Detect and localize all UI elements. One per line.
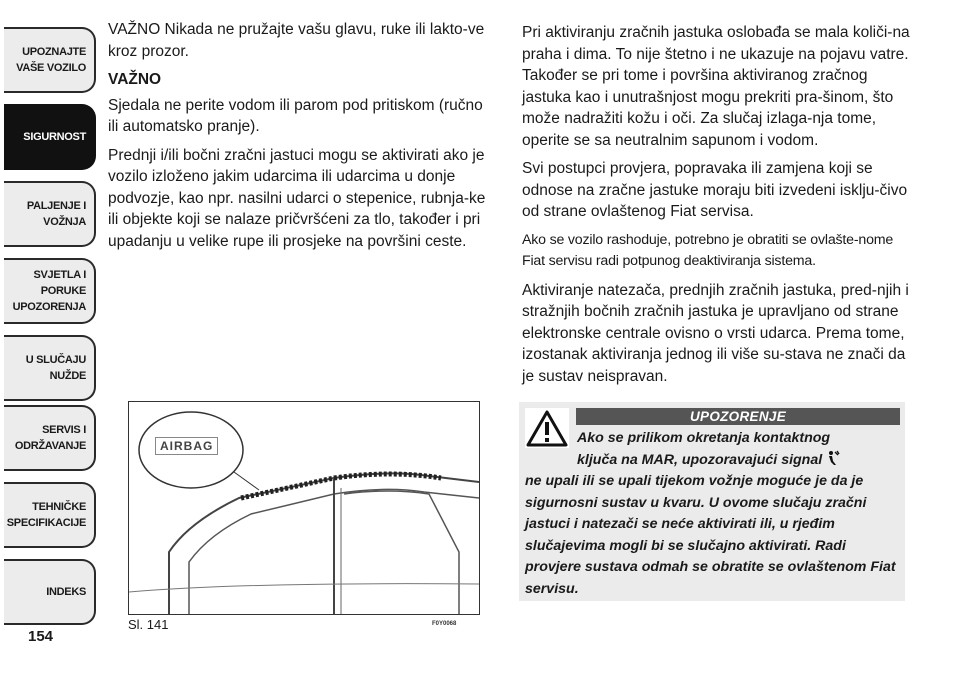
warning-title: UPOZORENJE (576, 408, 900, 425)
airbag-warning-light-icon (826, 450, 840, 466)
airbag-badge: AIRBAG (155, 437, 218, 455)
right-text-column (522, 22, 912, 394)
tab-svjetla-i-poruke[interactable] (4, 258, 96, 324)
tab-paljenje-i-voznja[interactable] (4, 181, 96, 247)
warning-body: ne upali ili se upali tijekom vožnje moguće je da je sigurnosni sustav u kvaru. U ovome slučaju zračni jastuci i natezači se neće aktivirati ili, u rjeđim slučajevima mogli bi se slučajno aktivirati. Radi provjere sustava odmah se obratite se ovlaštenom Fiat servisu. (525, 473, 896, 597)
tab-tehnicke-specifikacije[interactable] (4, 482, 96, 548)
tab-upoznajte-vase-vozilo[interactable] (4, 27, 96, 93)
tab-label: PALJENJE I VOŽNJA (26, 200, 86, 228)
figure-caption: Sl. 141 (128, 617, 169, 632)
tab-label: TEHNIČKE SPECIFIKACIJE (6, 501, 86, 529)
tab-label: SVJETLA I PORUKE UPOZORENJA (12, 269, 86, 313)
paragraph-seat-washing: Sjedala ne perite vodom ili parom pod pritiskom (ručno ili automatsko pranje). (108, 96, 483, 135)
tab-label: SIGURNOST (23, 131, 86, 143)
warning-box (519, 402, 905, 601)
warning-line-2-wrap (525, 450, 901, 472)
warning-line-2: ključa na MAR, upozoravajući signal (577, 451, 823, 468)
tab-label: SERVIS I ODRŽAVANJE (14, 424, 86, 452)
tab-sigurnost[interactable] (4, 104, 96, 170)
tab-servis-i-odrzavanje[interactable] (4, 405, 96, 471)
tab-label: INDEKS (46, 586, 86, 598)
tab-label: U SLUČAJU NUŽDE (25, 354, 86, 382)
tab-label: UPOZNAJTE VAŠE VOZILO (16, 46, 86, 74)
heading-vazno: VAŽNO (108, 71, 162, 88)
figure-airbag-illustration (128, 401, 480, 615)
paragraph-important-window: VAŽNO Nikada ne pružajte vašu glavu, ruke ili lakto-ve kroz prozor. (108, 21, 485, 60)
warning-text (525, 428, 901, 600)
paragraph-dust-release: Pri aktiviranju zračnih jastuka oslobađa se mala količi-na praha i dima. To nije štetno i ne ukazuje na pojavu vatre. Također se pri tome i površina aktiviranog zračnog jastuka kao i unutrašnjost mogu prekriti pra-šinom, što može nadražiti kožu i oči. Za slučaj izlaga-nja tome, operite se sa neutralnim sapunom i vodom. (522, 24, 910, 149)
paragraph-scrapping: Ako se vozilo rashoduje, potrebno je obratiti se ovlašte-nome Fiat servisu radi potpunog deaktiviranja sistema. (522, 231, 894, 269)
tab-u-slucaju-nuzde[interactable] (4, 335, 96, 401)
tab-indeks[interactable] (4, 559, 96, 625)
left-text-column (108, 19, 496, 259)
page-number: 154 (28, 628, 54, 645)
warning-line-1: Ako se prilikom okretanja kontaktnog (577, 430, 831, 446)
paragraph-activation-control: Aktiviranje natezača, prednjih zračnih jastuka, pred-njih i stražnjih bočnih zračnih jastuka je upravljano od strane elektronske centrale ovisno o vrsti udarca. Prema tome, izostanak aktiviranja jednog ili više su-stava ne znači da je sustav neispravan. (522, 281, 909, 385)
car-side-illustration (129, 402, 480, 615)
figure-code: F0Y0068 (432, 621, 457, 627)
chapter-sidebar (0, 0, 100, 677)
paragraph-service-required: Svi postupci provjera, popravaka ili zamjena koji se odnose na zračne jastuke moraju biti izvedeni isklju-čivo od strane ovlaštenog Fiat servisa. (522, 160, 908, 220)
paragraph-airbag-activation: Prednji i/ili bočni zračni jastuci mogu se aktivirati ako je vozilo izloženo jakim udarcima ili udarcima u donje podvozje, kao npr. nasilni udarci o stepenice, rubnja-ke ili objekte koji se nalaze pričvršćeni za tlo, također i pri upadanju u velike rupe ili prosjeke na površini ceste. (108, 146, 486, 250)
